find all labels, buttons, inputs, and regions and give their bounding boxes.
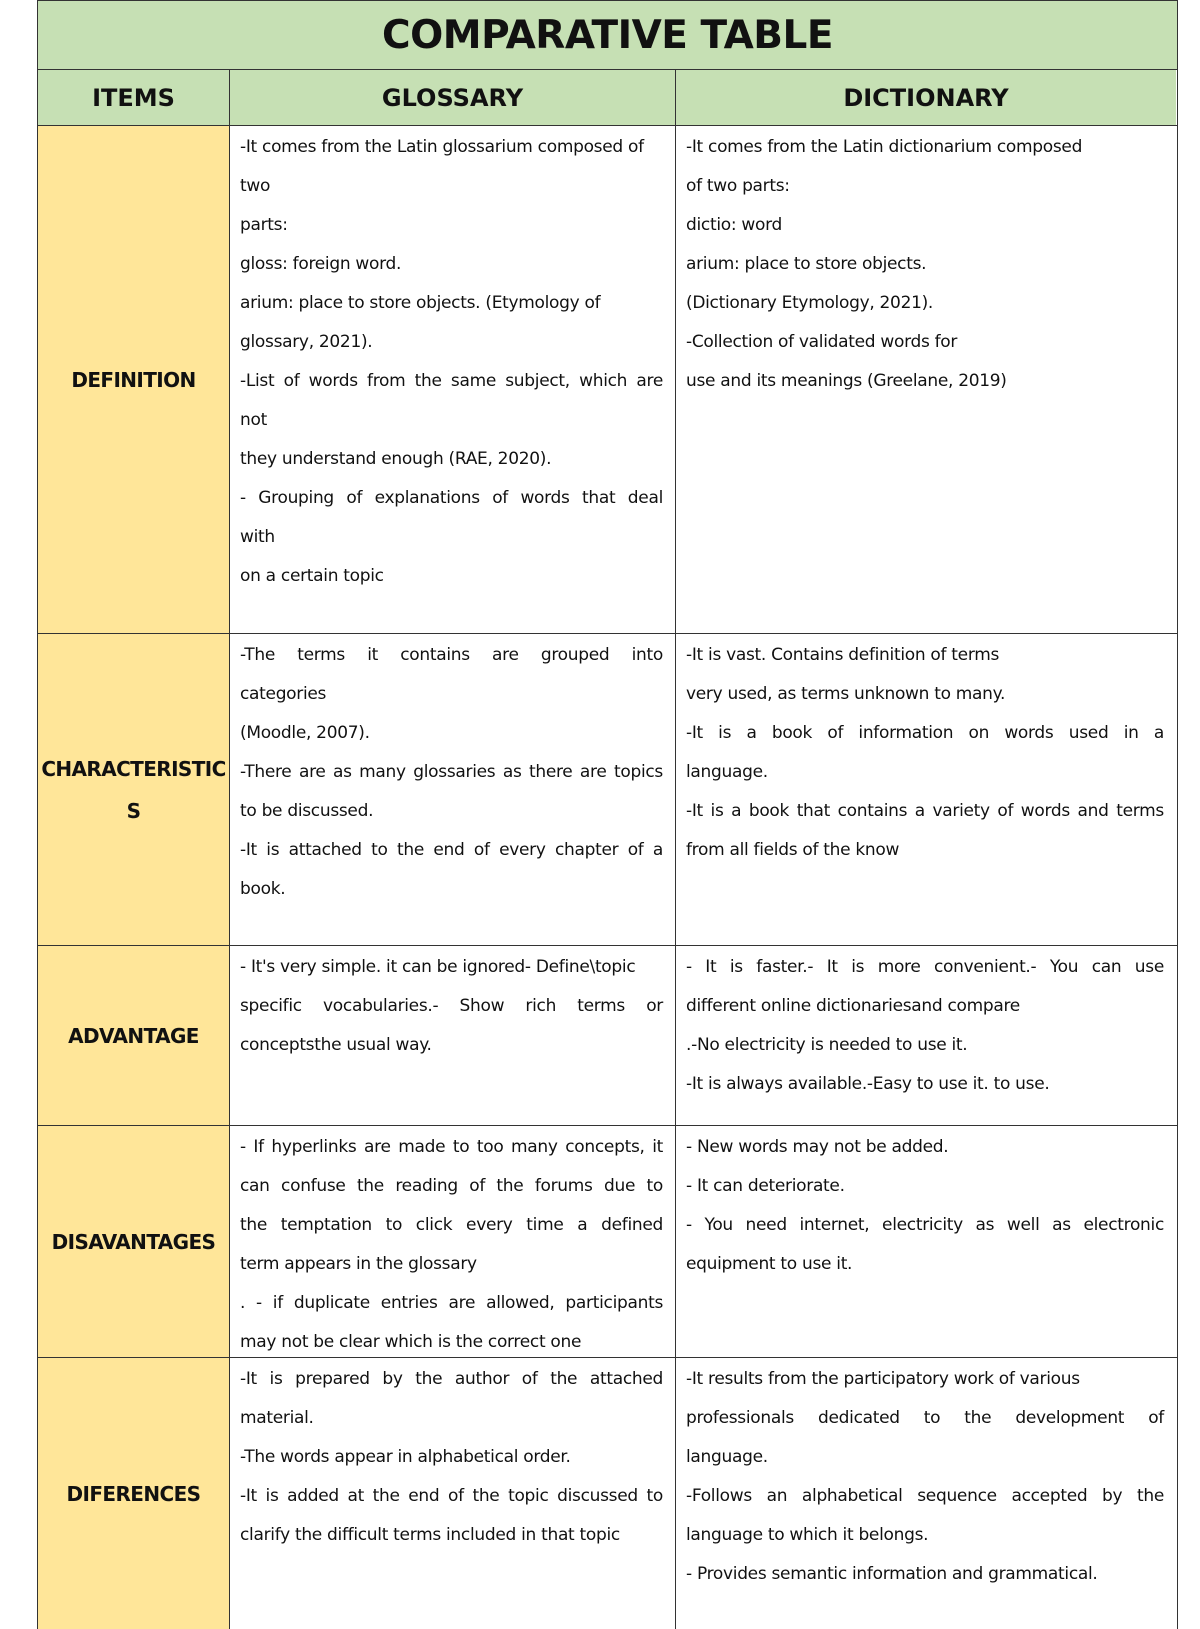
glossary-line: -List of words from the same subject, which are <box>240 371 663 391</box>
glossary-line: -There are as many glossaries as there are topics <box>240 762 663 782</box>
glossary-line: specific vocabularies.- Show rich terms or <box>240 996 663 1016</box>
glossary-line: - Grouping of explanations of words that deal <box>240 488 663 508</box>
glossary-line: can confuse the reading of the forums due to <box>240 1176 663 1196</box>
glossary-line: term appears in the glossary <box>240 1254 477 1274</box>
table-title-row <box>38 0 1177 70</box>
glossary-line: two <box>240 176 271 196</box>
dictionary-line: -It is a book that contains a variety of words and terms <box>686 801 1164 821</box>
glossary-line: book. <box>240 879 286 899</box>
table-row <box>38 1358 1177 1629</box>
row-item-label: ADVANTAGE <box>38 946 229 1125</box>
dictionary-cell <box>675 1126 1176 1357</box>
dictionary-line: language to which it belongs. <box>686 1525 929 1545</box>
glossary-line: they understand enough (RAE, 2020). <box>240 449 552 469</box>
glossary-cell <box>229 1358 675 1629</box>
dictionary-cell <box>675 1358 1176 1629</box>
glossary-cell <box>229 1126 675 1357</box>
dictionary-line: - You need internet, electricity as well as electronic <box>686 1215 1164 1235</box>
glossary-line: material. <box>240 1408 314 1428</box>
dictionary-line: equipment to use it. <box>686 1254 853 1274</box>
dictionary-line: language. <box>686 762 768 782</box>
dictionary-line: very used, as terms unknown to many. <box>686 684 1006 704</box>
table-row <box>38 946 1177 1126</box>
glossary-line: -It is attached to the end of every chapter of a <box>240 840 663 860</box>
header-items: ITEMS <box>38 70 229 125</box>
dictionary-line: - New words may not be added. <box>686 1137 949 1157</box>
row-item-label: CHARACTERISTIC S <box>38 634 229 945</box>
glossary-line: - If hyperlinks are made to too many concepts, it <box>240 1137 663 1157</box>
dictionary-cell <box>675 634 1176 945</box>
header-dictionary: DICTIONARY <box>675 70 1176 125</box>
glossary-line: parts: <box>240 215 288 235</box>
dictionary-line: -It is always available.-Easy to use it. to use. <box>686 1074 1050 1094</box>
glossary-line: - It's very simple. it can be ignored- Define\topic <box>240 957 636 977</box>
dictionary-cell <box>675 126 1176 633</box>
dictionary-line: .-No electricity is needed to use it. <box>686 1035 968 1055</box>
dictionary-line: use and its meanings (Greelane, 2019) <box>686 371 1007 391</box>
glossary-line: -It is prepared by the author of the attached <box>240 1369 663 1389</box>
glossary-line: with <box>240 527 275 547</box>
comparative-table <box>37 0 1178 1629</box>
glossary-line: not <box>240 410 267 430</box>
table-row <box>38 126 1177 634</box>
table-title: COMPARATIVE TABLE <box>382 12 833 58</box>
glossary-line: gloss: foreign word. <box>240 254 402 274</box>
glossary-line: the temptation to click every time a defined <box>240 1215 663 1235</box>
glossary-line: to be discussed. <box>240 801 374 821</box>
dictionary-line: -It is vast. Contains definition of terms <box>686 645 1000 665</box>
glossary-line: arium: place to store objects. (Etymology of <box>240 293 601 313</box>
glossary-line: clarify the difficult terms included in that topic <box>240 1525 620 1545</box>
table-row <box>38 634 1177 946</box>
dictionary-line: -Follows an alphabetical sequence accepted by the <box>686 1486 1164 1506</box>
glossary-line: on a certain topic <box>240 566 384 586</box>
glossary-line: -It comes from the Latin glossarium composed of <box>240 137 644 157</box>
header-glossary: GLOSSARY <box>229 70 675 125</box>
dictionary-line: different online dictionariesand compare <box>686 996 1020 1016</box>
glossary-cell <box>229 946 675 1125</box>
row-item-label: DEFINITION <box>38 126 229 633</box>
dictionary-cell <box>675 946 1176 1125</box>
glossary-line: -The terms it contains are grouped into <box>240 645 663 665</box>
dictionary-line: -It results from the participatory work of various <box>686 1369 1080 1389</box>
row-item-label: DIFERENCES <box>38 1358 229 1629</box>
row-item-label: DISAVANTAGES <box>38 1126 229 1357</box>
glossary-line: glossary, 2021). <box>240 332 373 352</box>
glossary-cell <box>229 634 675 945</box>
dictionary-line: of two parts: <box>686 176 790 196</box>
glossary-line: . - if duplicate entries are allowed, participants <box>240 1293 663 1313</box>
dictionary-line: -It comes from the Latin dictionarium composed <box>686 137 1083 157</box>
table-header-row <box>38 70 1177 126</box>
glossary-line: categories <box>240 684 327 704</box>
dictionary-line: from all fields of the know <box>686 840 900 860</box>
dictionary-line: - It is faster.- It is more convenient.- You can use <box>686 957 1164 977</box>
glossary-line: (Moodle, 2007). <box>240 723 370 743</box>
table-row <box>38 1126 1177 1358</box>
dictionary-line: arium: place to store objects. <box>686 254 927 274</box>
glossary-line: may not be clear which is the correct one <box>240 1332 582 1352</box>
glossary-cell <box>229 126 675 633</box>
glossary-line: -It is added at the end of the topic discussed to <box>240 1486 663 1506</box>
dictionary-line: - Provides semantic information and grammatical. <box>686 1564 1098 1584</box>
dictionary-line: - It can deteriorate. <box>686 1176 845 1196</box>
dictionary-line: professionals dedicated to the development of <box>686 1408 1164 1428</box>
glossary-line: conceptsthe usual way. <box>240 1035 432 1055</box>
dictionary-line: -It is a book of information on words used in a <box>686 723 1164 743</box>
dictionary-line: (Dictionary Etymology, 2021). <box>686 293 934 313</box>
dictionary-line: language. <box>686 1447 768 1467</box>
glossary-line: -The words appear in alphabetical order. <box>240 1447 571 1467</box>
dictionary-line: dictio: word <box>686 215 782 235</box>
dictionary-line: -Collection of validated words for <box>686 332 958 352</box>
